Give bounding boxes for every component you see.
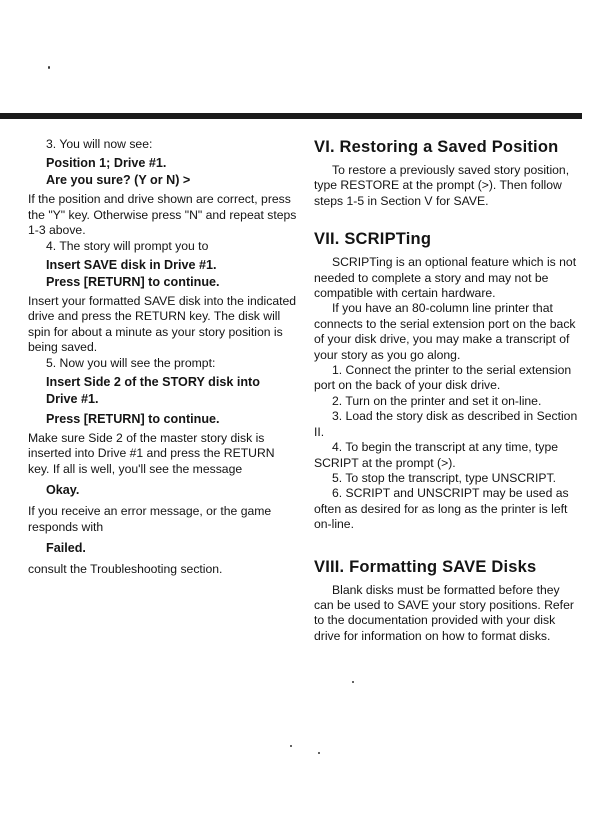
paragraph: Make sure Side 2 of the master story disk is inserted into Drive #1 and press the RETURN key. If all is well, you'll see the message: [28, 431, 275, 476]
screen-line: Are you sure? (Y or N) >: [46, 173, 191, 188]
scan-speck: [318, 752, 320, 754]
paragraph: If the position and drive shown are correct, press the "Y" key. Otherwise press "N" and repeat steps 1-3 above.: [28, 192, 297, 238]
paragraph: Insert your formatted SAVE disk into the indicated drive and press the RETURN key. The disk will spin for about a minute as your story position is being saved.: [28, 294, 297, 355]
screen-line: Insert SAVE disk in Drive #1.: [46, 258, 217, 273]
scan-speck: [352, 681, 354, 683]
screen-message-insert-story: [46, 374, 298, 428]
section-heading: VII. SCRIPTing: [314, 230, 432, 249]
screen-message-failed: [46, 540, 298, 557]
screen-line: Insert Side 2 of the STORY disk into: [46, 375, 260, 390]
screen-message-okay: [46, 482, 298, 499]
screen-line: Position 1; Drive #1.: [46, 156, 167, 171]
step5-text: 5. Now you will see the prompt:: [46, 355, 216, 370]
scan-speck: [290, 745, 292, 747]
screen-message-position: [46, 155, 298, 189]
script-step: 3. Load the story disk as described in Section II.: [314, 409, 578, 439]
top-rule: [0, 113, 582, 119]
screen-line: Press [RETURN] to continue.: [46, 275, 220, 290]
script-step: 6. SCRIPT and UNSCRIPT may be used as often as desired for as long as the printer is left on-line.: [314, 486, 569, 532]
script-step: 4. To begin the transcript at any time, type SCRIPT at the prompt (>).: [314, 440, 559, 470]
scan-speck: [48, 66, 50, 69]
screen-line: Failed.: [46, 541, 86, 556]
paragraph: If you have an 80-column line printer that connects to the serial extension port on the back of your disk drive, you may make a transcript of your story as you go along.: [314, 301, 576, 362]
paragraph: Blank disks must be formatted before they can be used to SAVE your story positions. Refer to the documentation provided with your disk drive for information on how to format disks.: [314, 582, 574, 643]
script-step: 5. To stop the transcript, type UNSCRIPT.: [332, 470, 556, 485]
paragraph: SCRIPTing is an optional feature which is not needed to complete a story and may not be compatible with certain hardware.: [314, 255, 577, 301]
paragraph: If you receive an error message, or the game responds with: [28, 504, 272, 534]
left-column: [28, 137, 298, 578]
script-step: 1. Connect the printer to the serial extension port on the back of your disk drive.: [314, 363, 572, 393]
screen-line: Press [RETURN] to continue.: [46, 412, 220, 427]
screen-message-insert-save: [46, 257, 298, 291]
right-column: [314, 137, 578, 644]
paragraph: consult the Troubleshooting section.: [28, 562, 223, 577]
step3-text: 3. You will now see:: [46, 137, 153, 151]
section-heading: VIII. Formatting SAVE Disks: [314, 557, 537, 576]
step4-text: 4. The story will prompt you to: [46, 238, 209, 253]
screen-line: Drive #1.: [46, 392, 99, 407]
paragraph: To restore a previously saved story position, type RESTORE at the prompt (>). Then follow steps 1-5 in Section V for SAVE.: [314, 163, 570, 208]
section-heading: VI. Restoring a Saved Position: [314, 138, 559, 156]
script-step: 2. Turn on the printer and set it on-line.: [332, 393, 542, 408]
screen-line: Okay.: [46, 483, 80, 498]
